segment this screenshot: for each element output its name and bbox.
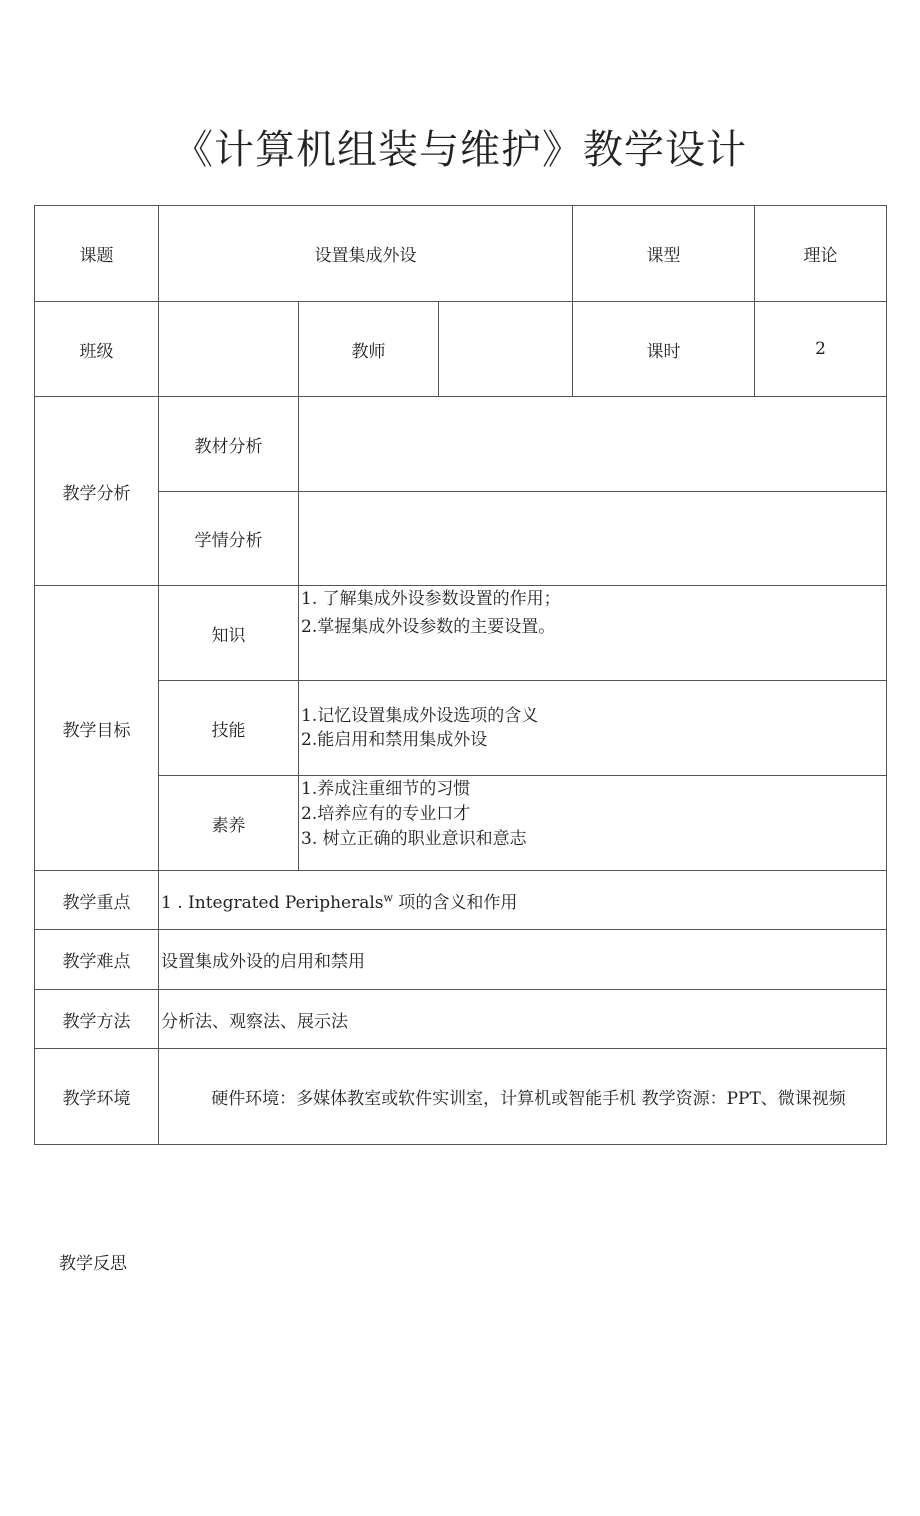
knowledge-line-2: 2.掌握集成外设参数的主要设置。: [301, 617, 556, 637]
class-row: [35, 302, 887, 397]
teaching-analysis-label: 教学分析: [35, 397, 159, 586]
reflection-label: 教学反思: [59, 1254, 127, 1274]
literacy-line-3: 3. 树立正确的职业意识和意志: [301, 829, 527, 849]
literacy-line-2: 2.培养应有的专业口才: [301, 804, 471, 824]
document-title: 《计算机组装与维护》教学设计: [173, 127, 747, 173]
skill-content: [299, 681, 887, 776]
key-point-value: [159, 871, 887, 930]
student-analysis-label: 学情分析: [159, 492, 299, 586]
environment-row: [35, 1049, 887, 1145]
method-row: [35, 990, 887, 1049]
topic-label: 课题: [35, 206, 159, 302]
key-point-suffix: 项的含义和作用: [392, 892, 518, 913]
class-value: [159, 302, 299, 397]
knowledge-line-1: 1. 了解集成外设参数设置的作用；: [301, 589, 561, 609]
key-point-label: 教学重点: [35, 871, 159, 930]
class-label: 班级: [35, 302, 159, 397]
literacy-content: [299, 776, 887, 871]
skill-row: [35, 681, 887, 776]
method-value: 分析法、观察法、展示法: [159, 990, 887, 1049]
key-point-superscript: w: [383, 890, 393, 904]
lesson-type-label: 课型: [573, 206, 755, 302]
method-label: 教学方法: [35, 990, 159, 1049]
teacher-label: 教师: [299, 302, 439, 397]
difficulty-value: 设置集成外设的启用和禁用: [159, 930, 887, 990]
key-point-prefix: 1 . Integrated Peripherals: [161, 892, 384, 913]
topic-row: [35, 206, 887, 302]
material-analysis-row: [35, 397, 887, 492]
key-point-row: [35, 871, 887, 930]
teaching-objectives-label: 教学目标: [35, 586, 159, 871]
teacher-value: [439, 302, 573, 397]
topic-value: 设置集成外设: [159, 206, 573, 302]
student-analysis-value: [299, 492, 887, 586]
environment-value: 硬件环境：多媒体教室或软件实训室，计算机或智能手机 教学资源：PPT、微课视频: [159, 1049, 887, 1145]
knowledge-label: 知识: [159, 586, 299, 681]
literacy-line-1: 1.养成注重细节的习惯: [301, 779, 471, 799]
literacy-row: [35, 776, 887, 871]
difficulty-label: 教学难点: [35, 930, 159, 990]
knowledge-row: [35, 586, 887, 681]
literacy-label: 素养: [159, 776, 299, 871]
material-analysis-value: [299, 397, 887, 492]
difficulty-row: [35, 930, 887, 990]
hours-label: 课时: [573, 302, 755, 397]
lesson-type-value: 理论: [755, 206, 887, 302]
lesson-plan-table: [34, 205, 887, 1145]
skill-line-2: 2.能启用和禁用集成外设: [301, 730, 488, 750]
environment-label: 教学环境: [35, 1049, 159, 1145]
hours-value: 2: [755, 302, 887, 397]
skill-line-1: 1.记忆设置集成外设选项的含义: [301, 706, 539, 726]
material-analysis-label: 教材分析: [159, 397, 299, 492]
student-analysis-row: [35, 492, 887, 586]
skill-label: 技能: [159, 681, 299, 776]
knowledge-content: [299, 586, 887, 681]
